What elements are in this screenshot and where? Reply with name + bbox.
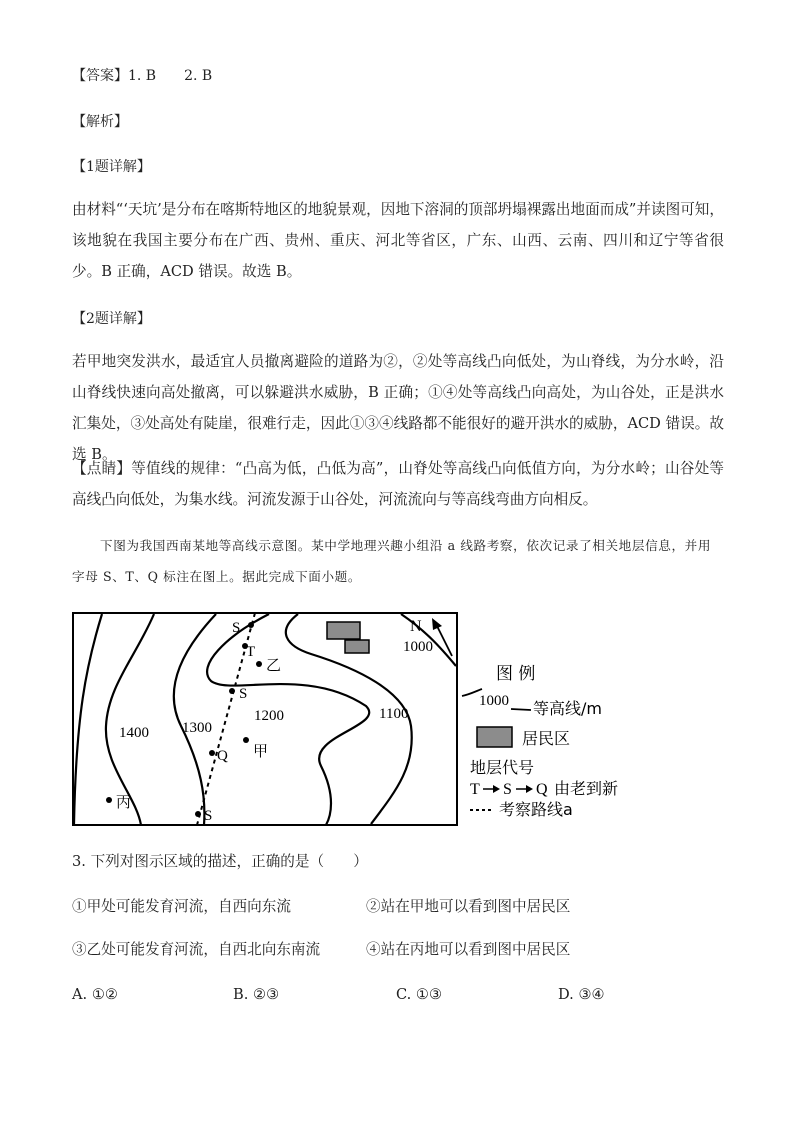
stratum-label-t: T	[246, 644, 256, 660]
legend-arrowhead-1	[493, 785, 500, 793]
answer-line: 【答案】1. B 2. B	[72, 68, 213, 84]
analysis-header: 【解析】	[72, 114, 128, 130]
tip-paragraph: 【点睛】等值线的规律：“凸高为低，凸低为高”，山脊处等高线凸向低值方向，为分水岭；山谷处等高线凸向低处，为集水线。河流发源于山谷处，河流流向与等高线弯曲方向相反。	[72, 460, 724, 508]
statement-4: ④站在丙地可以看到图中居民区	[366, 941, 571, 958]
stratum-label-s3: S	[204, 808, 213, 824]
statement-1: ①甲处可能发育河流，自西向东流	[72, 898, 291, 915]
residential-area-1	[327, 622, 360, 639]
q1-header: 【1题详解】	[72, 159, 151, 175]
point-jia	[243, 737, 249, 743]
label-bing: 丙	[116, 793, 132, 811]
contour-map	[66, 606, 636, 831]
q2-explanation: 若甲地突发洪水，最适宜人员撤离避险的道路为②，②处等高线凸向低处，为山脊线，为分水岭，沿山脊线快速向高处撤离，可以躲避洪水威胁，B 正确；①④处等高线凸向高处，为山谷处，正是洪水汇集处，③处高处有陡崖，很难行走，因此①③④线路都不能很好的避开洪水的威胁，ACD 错误。故选 B。	[72, 353, 724, 463]
choice-a[interactable]: A. ①②	[72, 986, 118, 1003]
legend-strata-t: T	[470, 781, 480, 798]
stratum-point-s1	[248, 622, 254, 628]
legend-route-label: 考察路线a	[499, 800, 573, 819]
choice-b[interactable]: B. ②③	[233, 986, 280, 1003]
contour-label-1300: 1300	[182, 720, 212, 736]
choice-d[interactable]: D. ③④	[558, 986, 605, 1003]
stratum-point-q	[209, 750, 215, 756]
q1-explanation: 由材料“‘天坑’是分布在喀斯特地区的地貌景观，因地下溶洞的顶部坍塌裸露出地面而成”并读图可知，该地貌在我国主要分布在广西、贵州、重庆、河北等省区，广东、山西、云南、四川和辽宁等省很少。B 正确，ACD 错误。故选 B。	[72, 201, 724, 280]
q2-header: 【2题详解】	[72, 311, 151, 327]
contour-label-1100: 1100	[379, 706, 409, 722]
legend-arrowhead-2	[526, 785, 533, 793]
contour-label-1000: 1000	[403, 639, 433, 655]
legend-residential-label: 居民区	[522, 729, 571, 748]
contour-label-1200: 1200	[254, 708, 284, 724]
map-legend	[462, 664, 618, 819]
point-yi	[256, 661, 262, 667]
contour-label-1400: 1400	[119, 725, 149, 741]
legend-contour-label: 等高线/m	[533, 699, 602, 718]
legend-strata-q: Q	[536, 781, 548, 798]
contour-line-1	[74, 614, 102, 824]
residential-area-2	[345, 640, 369, 653]
north-label: N	[410, 618, 422, 635]
statement-3: ③乙处可能发育河流，自西北向东南流	[72, 941, 321, 958]
choice-c[interactable]: C. ①③	[396, 986, 443, 1003]
stratum-label-q: Q	[217, 748, 228, 764]
legend-title: 图 例	[496, 664, 536, 684]
legend-contour-tail	[511, 709, 531, 710]
legend-contour-value: 1000	[479, 693, 509, 709]
legend-strata-order-text: 由老到新	[554, 779, 619, 798]
stratum-point-s3	[195, 811, 201, 817]
stratum-point-s2	[229, 688, 235, 694]
stratum-label-s2: S	[239, 686, 248, 702]
statement-2: ②站在甲地可以看到图中居民区	[366, 898, 571, 915]
legend-strata-s: S	[503, 781, 512, 798]
legend-residential-symbol	[477, 727, 512, 747]
label-yi: 乙	[266, 656, 282, 674]
question-intro: 下图为我国西南某地等高线示意图。某中学地理兴趣小组沿 a 线路考察，依次记录了相关地层信息，并用字母 S、T、Q 标注在图上。据此完成下面小题。	[72, 538, 712, 584]
point-bing	[106, 797, 112, 803]
legend-strata-title: 地层代号	[470, 758, 535, 777]
label-jia: 甲	[253, 742, 269, 760]
stratum-label-s1: S	[232, 620, 241, 636]
question-3: 3. 下列对图示区域的描述，正确的是（ ）	[72, 853, 368, 870]
